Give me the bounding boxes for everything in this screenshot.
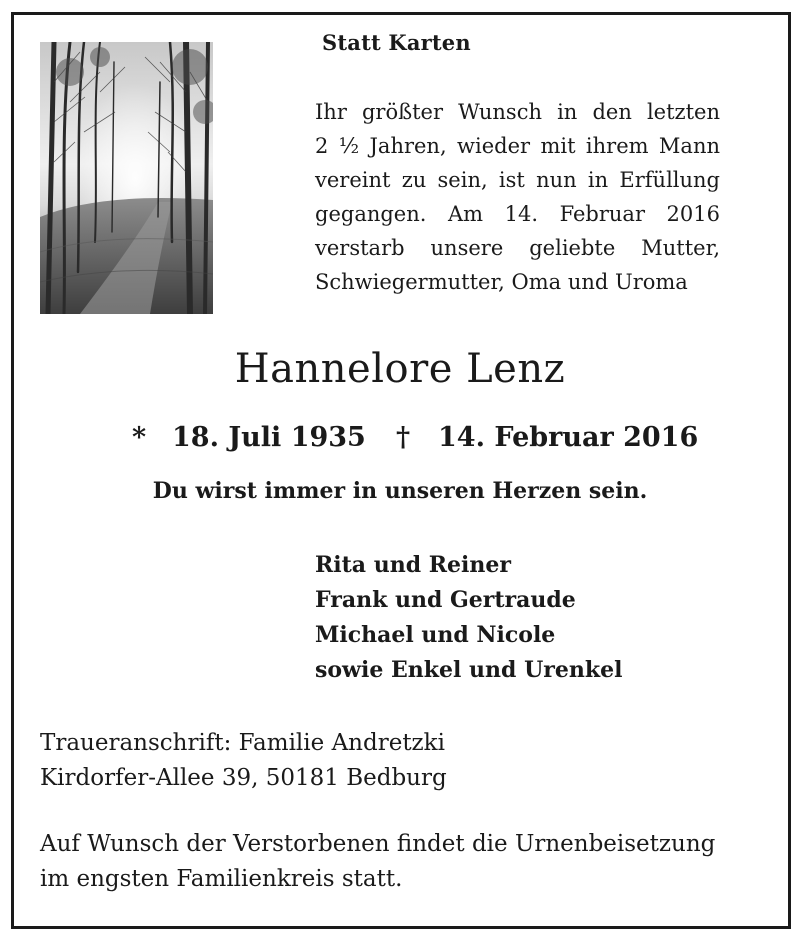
deceased-name: Hannelore Lenz [234, 346, 566, 392]
memorial-quote: Du wirst immer in unseren Herzen sein. [152, 478, 648, 504]
address-line: Traueranschrift: Familie Andretzki [40, 730, 445, 756]
family-member: Michael und Nicole [315, 622, 556, 648]
forest-path-photo [40, 42, 213, 314]
note-line: im engsten Familienkreis statt. [40, 866, 403, 892]
birth-date: 18. Juli 1935 [172, 422, 366, 453]
intro-text [315, 95, 720, 299]
intro-line: 2 ½ Jahren, wieder mit ihrem Mann [315, 134, 720, 158]
intro-line: vereint zu sein, ist nun in Erfüllung [315, 168, 720, 192]
burial-note [40, 827, 770, 897]
family-member: Rita und Reiner [315, 552, 511, 578]
intro-line: Ihr größter Wunsch in den letzten [315, 100, 720, 124]
mourning-address [40, 726, 447, 796]
intro-line: verstarb unsere geliebte Mutter, [315, 236, 720, 260]
header-statt-karten: Statt Karten [322, 30, 471, 55]
intro-line: gegangen. Am 14. Februar 2016 [315, 202, 720, 226]
death-date: 14. Februar 2016 [438, 422, 699, 453]
family-member: Frank und Gertraude [315, 587, 576, 613]
note-line: Auf Wunsch der Verstorbenen findet die Urnenbeisetzung [40, 831, 716, 857]
intro-line: Schwiegermutter, Oma und Uroma [315, 270, 688, 294]
family-member: sowie Enkel und Urenkel [315, 657, 623, 683]
family-list [315, 548, 622, 688]
birth-date-block [132, 422, 366, 453]
forest-path-image [40, 42, 213, 314]
death-date-block [396, 422, 698, 453]
death-cross-icon: † [396, 422, 411, 453]
address-line: Kirdorfer-Allee 39, 50181 Bedburg [40, 765, 447, 791]
birth-star-icon: * [132, 422, 147, 453]
